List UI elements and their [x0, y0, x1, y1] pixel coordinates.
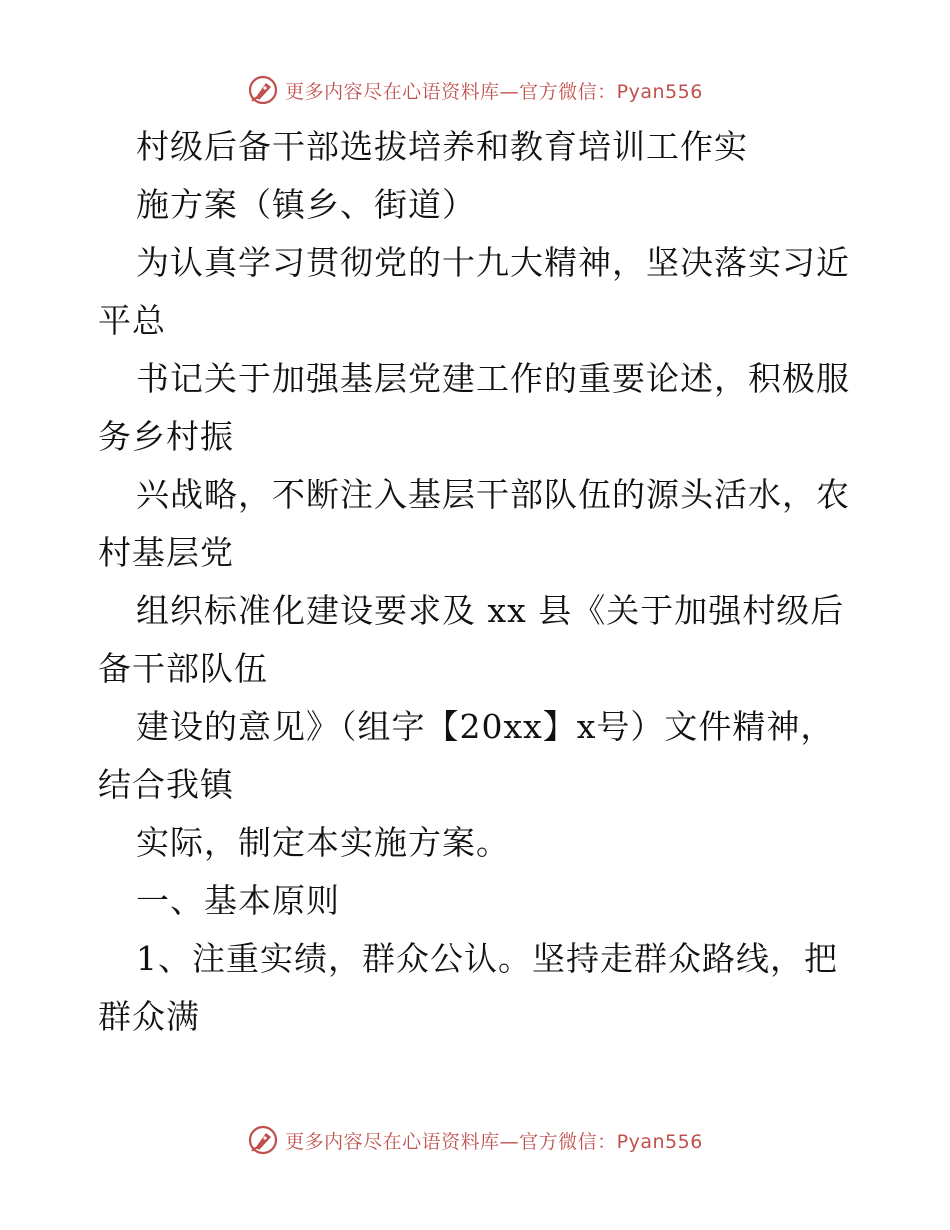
text-line: 组织标准化建设要求及 xx 县《关于加强村级后: [136, 591, 845, 630]
watermark-banner-top: [0, 70, 950, 110]
text-line: 实际，制定本实施方案。: [136, 823, 510, 862]
text-line: 村级后备干部选拔培养和教育培训工作实: [136, 127, 748, 166]
text-line: 建设的意见》（组字【20xx】x号）文件精神，: [136, 707, 835, 746]
watermark-banner-bottom: [0, 1120, 950, 1160]
text-line: 平总: [98, 301, 166, 340]
pen-nib-logo-icon: [247, 1124, 279, 1156]
text-line: 为认真学习贯彻党的十九大精神，坚决落实习近: [136, 243, 850, 282]
text-line: 群众满: [98, 997, 200, 1036]
text-line: 施方案（镇乡、街道）: [136, 185, 476, 224]
document-body: [98, 118, 858, 1046]
text-line: 务乡村振: [98, 417, 234, 456]
text-line: 村基层党: [98, 533, 234, 572]
section-heading: 一、基本原则: [136, 881, 340, 920]
text-line: 1、注重实绩，群众公认。坚持走群众路线，把: [136, 939, 838, 978]
watermark-text: 更多内容尽在心语资料库—官方微信：Pyan556: [285, 1130, 703, 1153]
pen-nib-logo-icon: [247, 74, 279, 106]
text-line: 结合我镇: [98, 765, 234, 804]
watermark-text: 更多内容尽在心语资料库—官方微信：Pyan556: [285, 80, 703, 103]
text-line: 备干部队伍: [98, 649, 268, 688]
text-line: 书记关于加强基层党建工作的重要论述，积极服: [136, 359, 850, 398]
text-line: 兴战略，不断注入基层干部队伍的源头活水，农: [136, 475, 850, 514]
